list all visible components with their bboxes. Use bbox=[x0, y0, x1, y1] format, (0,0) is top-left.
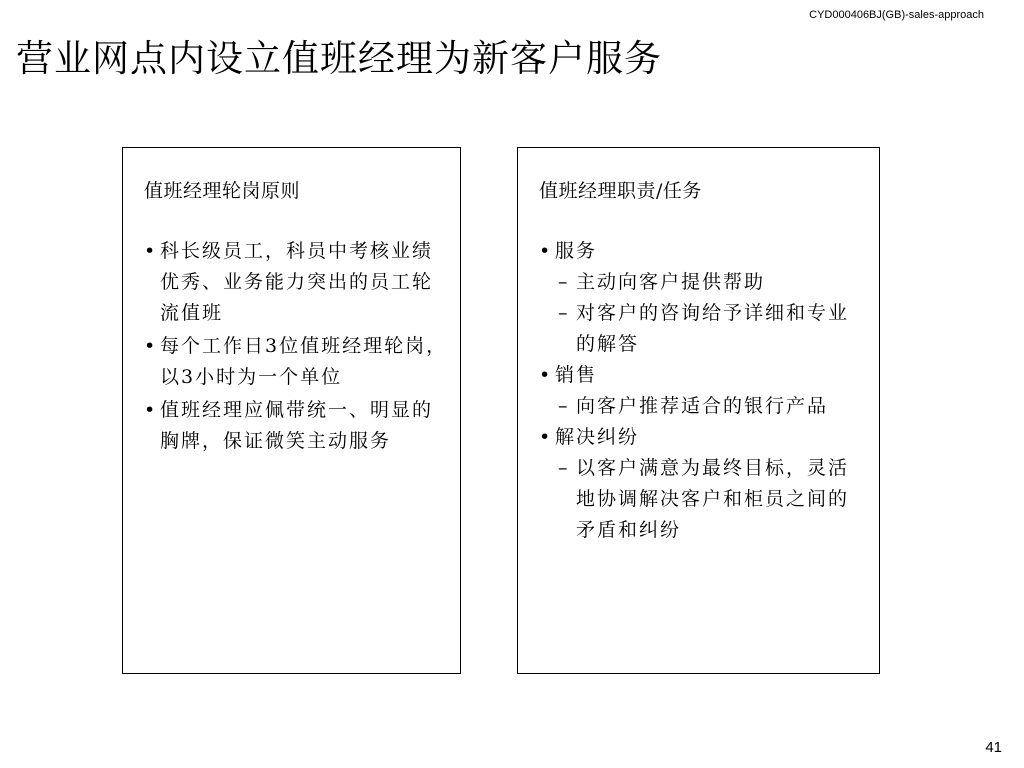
document-code: CYD000406BJ(GB)-sales-approach bbox=[809, 9, 984, 21]
list-item bbox=[539, 236, 867, 267]
slide-title: 营业网点内设立值班经理为新客户服务 bbox=[16, 37, 662, 80]
list-item bbox=[539, 360, 867, 391]
sub-item-text: 向客户推荐适合的银行产品 bbox=[576, 395, 829, 417]
dash-icon: – bbox=[558, 395, 570, 417]
rotation-principles-heading: 值班经理轮岗原则 bbox=[144, 180, 301, 202]
sub-list-item bbox=[539, 267, 867, 298]
rotation-principles-list bbox=[144, 236, 448, 459]
sub-list-item bbox=[539, 391, 867, 422]
duties-list bbox=[539, 236, 867, 546]
list-item bbox=[539, 422, 867, 453]
list-item-text: 科长级员工，科员中考核业绩优秀、业务能力突出的员工轮流值班 bbox=[160, 240, 434, 324]
duties-panel bbox=[517, 147, 880, 674]
bullet-icon: • bbox=[539, 426, 553, 448]
duty-group-label: 解决纠纷 bbox=[555, 426, 640, 448]
dash-icon: – bbox=[558, 302, 570, 324]
bullet-icon: • bbox=[144, 335, 158, 357]
list-item bbox=[144, 331, 448, 393]
list-item bbox=[144, 236, 448, 329]
bullet-icon: • bbox=[539, 364, 553, 386]
dash-icon: – bbox=[558, 457, 570, 479]
bullet-icon: • bbox=[144, 399, 158, 421]
sub-item-text: 以客户满意为最终目标，灵活地协调解决客户和柜员之间的矛盾和纠纷 bbox=[576, 457, 850, 541]
dash-icon: – bbox=[558, 271, 570, 293]
bullet-icon: • bbox=[144, 240, 158, 262]
duty-group-label: 销售 bbox=[555, 364, 598, 386]
rotation-principles-panel bbox=[122, 147, 461, 674]
duty-group-label: 服务 bbox=[555, 240, 598, 262]
sub-item-text: 主动向客户提供帮助 bbox=[576, 271, 766, 293]
sub-list-item bbox=[539, 298, 867, 360]
list-item-text: 每个工作日3位值班经理轮岗，以3小时为一个单位 bbox=[160, 335, 448, 388]
list-item bbox=[144, 395, 448, 457]
bullet-icon: • bbox=[539, 240, 553, 262]
duties-heading: 值班经理职责/任务 bbox=[539, 180, 702, 202]
sub-list-item bbox=[539, 453, 867, 546]
sub-item-text: 对客户的咨询给予详细和专业的解答 bbox=[576, 302, 850, 355]
page-number: 41 bbox=[985, 739, 1002, 756]
list-item-text: 值班经理应佩带统一、明显的胸牌，保证微笑主动服务 bbox=[160, 399, 434, 452]
